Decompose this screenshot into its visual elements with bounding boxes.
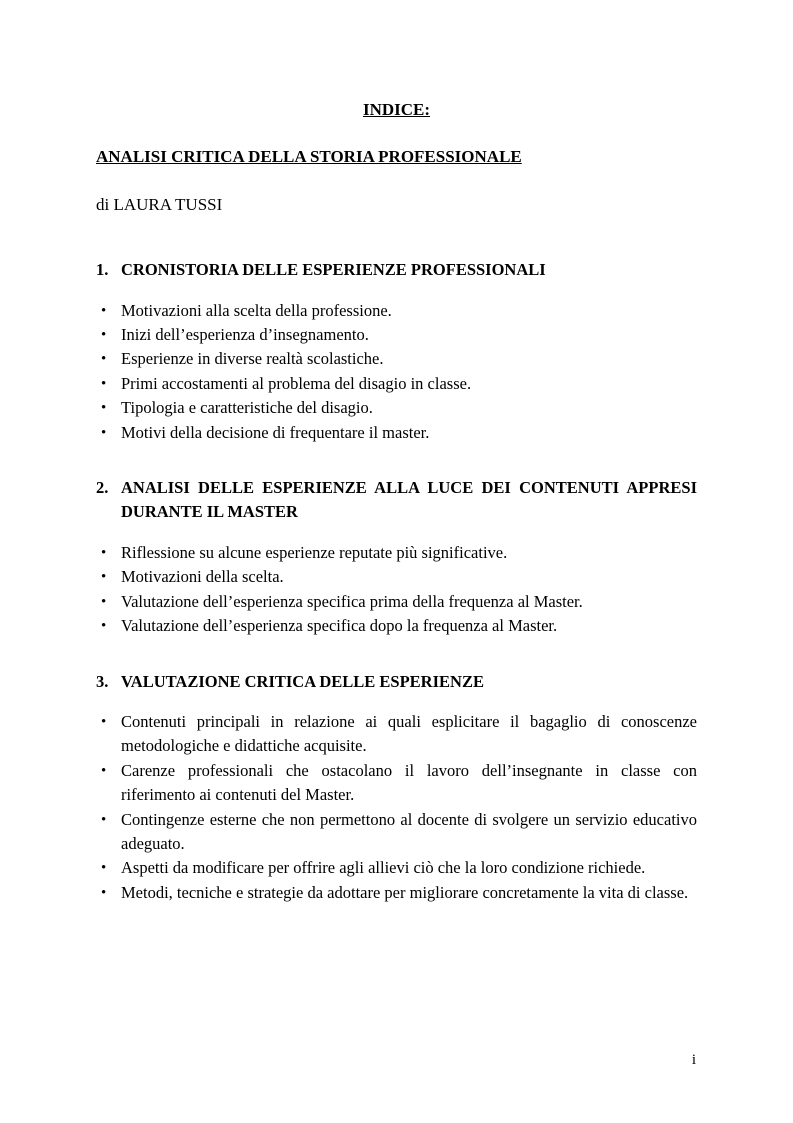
bullet-icon: • (101, 424, 107, 441)
bullet-icon: • (101, 327, 107, 344)
list-item-text: Tipologia e caratteristiche del disagio. (121, 398, 373, 418)
list-item (96, 541, 697, 565)
bullet-icon: • (101, 618, 107, 635)
list-item (96, 710, 697, 759)
list-item (96, 299, 697, 323)
list-item (96, 396, 697, 420)
list-item-text: Esperienze in diverse realtà scolastiche. (121, 349, 384, 369)
section-title-text: CRONISTORIA DELLE ESPERIENZE PROFESSIONALI (121, 260, 546, 280)
bullet-icon: • (101, 302, 107, 319)
list-item (96, 565, 697, 589)
section-title (96, 670, 697, 694)
bullet-icon: • (101, 860, 107, 877)
list-item-text: Aspetti da modificare per offrire agli allievi ciò che la loro condizione richiede. (121, 858, 646, 878)
document-heading: ANALISI CRITICA DELLA STORIA PROFESSIONALE (96, 147, 522, 167)
section-title-text: VALUTAZIONE CRITICA DELLE ESPERIENZE (121, 671, 484, 691)
list-item-text: Carenze professionali che ostacolano il lavoro dell’insegnante in classe con riferimento ai contenuti del Master. (121, 760, 697, 805)
section-valutazione-critica (96, 670, 697, 906)
list-item-text: Inizi dell’esperienza d’insegnamento. (121, 325, 369, 345)
list-item-text: Motivi della decisione di frequentare il master. (121, 422, 430, 442)
list-item (96, 372, 697, 396)
bullet-list (96, 710, 697, 905)
section-analisi-esperienze (96, 476, 697, 638)
list-item-text: Contenuti principali in relazione ai quali esplicitare il bagaglio di conoscenze metodologiche e didattiche acquisite. (121, 711, 697, 756)
list-item-text: Valutazione dell’esperienza specifica prima della frequenza al Master. (121, 591, 583, 611)
section-title-text: ANALISI DELLE ESPERIENZE ALLA LUCE DEI CONTENUTI APPRESI DURANTE IL MASTER (121, 478, 697, 522)
list-item (96, 347, 697, 371)
bullet-icon: • (101, 884, 107, 901)
list-item-text: Primi accostamenti al problema del disagio in classe. (121, 373, 472, 393)
bullet-icon: • (101, 593, 107, 610)
bullet-icon: • (101, 762, 107, 779)
list-item (96, 323, 697, 347)
page-title: INDICE: (362, 100, 431, 119)
section-number: 2. (96, 478, 109, 498)
bullet-icon: • (101, 713, 107, 730)
bullet-icon: • (101, 811, 107, 828)
list-item (96, 421, 697, 445)
bullet-icon: • (101, 569, 107, 586)
list-item (96, 614, 697, 638)
list-item-text: Metodi, tecniche e strategie da adottare per migliorare concretamente la vita di classe. (121, 882, 689, 902)
list-item-text: Motivazioni della scelta. (121, 567, 284, 587)
list-item-text: Motivazioni alla scelta della professione. (121, 300, 392, 320)
list-item (96, 856, 697, 880)
section-number: 3. (96, 671, 109, 691)
bullet-icon: • (101, 375, 107, 392)
list-item-text: Riflessione su alcune esperienze reputate più significative. (121, 542, 508, 562)
list-item (96, 881, 697, 905)
section-title (96, 258, 697, 282)
bullet-list (96, 299, 697, 445)
bullet-icon: • (101, 400, 107, 417)
section-title (96, 476, 697, 525)
section-cronistoria (96, 258, 697, 445)
list-item-text: Valutazione dell’esperienza specifica dopo la frequenza al Master. (121, 616, 558, 636)
bullet-icon: • (101, 351, 107, 368)
list-item (96, 590, 697, 614)
bullet-list (96, 541, 697, 639)
list-item (96, 808, 697, 857)
page-number: i (691, 1052, 696, 1068)
section-number: 1. (96, 260, 109, 280)
list-item (96, 759, 697, 808)
list-item-text: Contingenze esterne che non permettono al docente di svolgere un servizio educativo adeguato. (121, 809, 697, 853)
bullet-icon: • (101, 544, 107, 561)
author-line: di LAURA TUSSI (96, 194, 223, 214)
